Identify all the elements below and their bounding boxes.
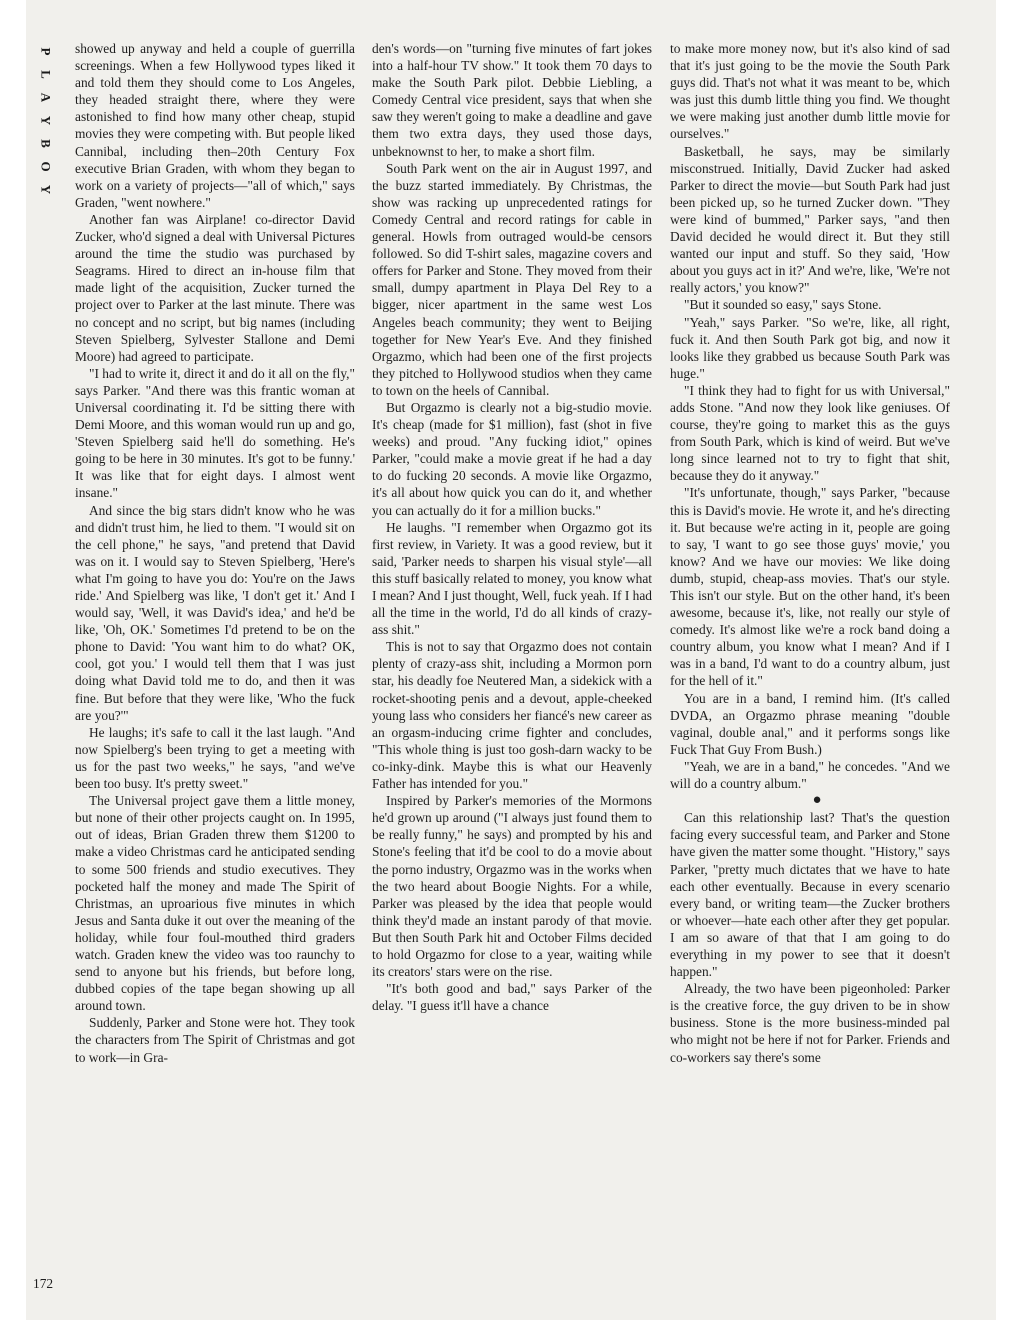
paragraph: But Orgazmo is clearly not a big-studio movie. It's cheap (made for $1 million), fast (shot in five weeks) and proud. "Any fucking idiot," opines Parker, "could make a movie great if he had a day to do fucking 20 seconds. A movie like Orgazmo, it's all about how quick you can do it, and whether you can actually do it for a million bucks." <box>372 399 652 518</box>
paragraph: showed up anyway and held a couple of guerrilla screenings. When a few Hollywood types liked it and told them they should come to Los Angeles, they headed straight there, where they were astonished to find how many other cheap, stupid movies they were competing with. But people liked Cannibal, including then–20th Century Fox executive Brian Graden, with whom they began to work on a variety of projects—"all of which," says Graden, "went nowhere." <box>75 41 355 210</box>
side-label-letter: Y <box>38 184 54 195</box>
column-3-lower <box>670 809 950 1065</box>
paragraph: "Yeah," says Parker. "So we're, like, all right, fuck it. And then South Park got big, and now it looks like they grabbed us because South Park was huge." <box>670 314 950 381</box>
playboy-side-label <box>36 40 56 201</box>
paragraph: This is not to say that Orgazmo does not contain plenty of crazy-ass shit, including a Mormon porn star, his deadly foe Neutered Man, a sidekick with a rocket-shooting penis and a devout, apple-cheeked young lass who considers her fiancé's new career as an orgasm-inducing crime fighter and concludes, "This whole thing is just too gosh-darn wacky to be co-inky-dink. Maybe this is what our Heavenly Father has intended for you." <box>372 639 652 792</box>
text-column-3 <box>670 40 950 1066</box>
paragraph: to make more money now, but it's also kind of sad that it's just going to be the movie the South Park guys did. That's not what it was meant to be, which was just this dumb little thing you find. We thought we were making just another dumb little movie for ourselves." <box>670 41 950 142</box>
side-label-letter: P <box>38 47 54 56</box>
section-break-bullet: ● <box>812 792 822 809</box>
paragraph: The Universal project gave them a little money, but none of their other projects caught on. In 1995, out of ideas, Brian Graden threw them $1200 to make a video Christmas card he anticipated sending to some 500 friends and studio executives. They pocketed half the money and made The Spirit of Christmas, an uproarious five minutes in which Jesus and Santa duke it out over the meaning of the holiday, while four foul-mouthed third graders watch. Graden knew the video was too raunchy to send to anyone but his friends, but before long, dubbed copies of the tape began showing up all around town. <box>75 793 355 1014</box>
paragraph: Already, the two have been pigeonholed: Parker is the creative force, the guy driven to be in show business. Stone is the more business-minded pal who might not be here if not for Parker. Friends and co-workers say there's some <box>670 981 950 1065</box>
paragraph: Basketball, he says, may be similarly misconstrued. Initially, David Zucker had asked Parker to direct the movie—but South Park had just been picked up, so he turned Zucker down. "They were kind of bummed," Parker says, "and then David decided he would direct it. But they still wanted our input and stuff. So they said, 'How about you guys act in it?' And we're, like, 'We're not really actors,' you know?" <box>670 143 950 296</box>
paragraph: He laughs; it's safe to call it the last laugh. "And now Spielberg's been trying to get a meeting with us for the past two weeks," he says, "and we've been too busy. It's pretty sweet." <box>75 724 355 792</box>
paragraph: "It's both good and bad," says Parker of the delay. "I guess it'll have a chance <box>372 981 652 1014</box>
side-label-letter: B <box>38 139 54 148</box>
paragraph: "Yeah, we are in a band," he concedes. "And we will do a country album." <box>670 758 950 792</box>
side-label-letter: Y <box>38 115 54 126</box>
paragraph: "I had to write it, direct it and do it all on the fly," says Parker. "And there was this frantic woman at Universal coordinating it. I'd be sitting there with Demi Moore, and this woman would run up and go, 'Steven Spielberg said he'll do something. He's going to be here in 30 minutes. It's got to be funny.' It was like that for eight days. I almost went insane." <box>75 365 355 501</box>
paragraph: "It's unfortunate, though," says Parker, "because this is David's movie. He wrote it, and he's directing it. But because we're acting in it, people are going to say, 'I want to go see those guys' movie,' you know? And we have our movies: We like doing dumb, stupid, cheap-ass movies. That's our style. This isn't our style. But on the other hand, it's been awesome, because it's, like, not really our style of comedy. It's almost like we're a rock band doing a country album, you know what I mean? And if I was in a band, I'd want to do a country album, just for the hell of it." <box>670 485 950 689</box>
paragraph: "I think they had to fight for us with Universal," adds Stone. "And now they look like geniuses. Of course, they're going to market this as the guys from South Park, which is kind of weird. But we've long since learned not to try to fight that shit, because they do it anyway." <box>670 382 950 484</box>
side-label-letter: L <box>38 70 54 79</box>
side-label-letter: O <box>38 161 54 172</box>
side-label-letter: A <box>38 92 54 103</box>
page-number: 172 <box>33 1276 54 1291</box>
paragraph: He laughs. "I remember when Orgazmo got its first review, in Variety. It was a good review, but it said, 'Parker needs to sharpen his visual style'—all this stuff basically related to money, you know what I mean? And I just thought, Well, fuck yeah. If I had all the time in the world, I'd do all kinds of crazy-ass shit." <box>372 519 652 638</box>
paragraph: Another fan was Airplane! co-director David Zucker, who'd signed a deal with Universal Pictures around the time the studio was purchased by Seagrams. Hired to direct an in-house film that made light of the acquisition, Zucker turned the project over to Parker at the last minute. There was no concept and no script, but big names (including Steven Spielberg, Sylvester Stallone and Demi Moore) had agreed to participate. <box>75 211 355 364</box>
paragraph: Can this relationship last? That's the question facing every successful team, and Parker and Stone have given the matter some thought. "History," says Parker, "pretty much dictates that we have to hate each other eventually. Because in every scenario every band, or writing team—the Zucker brothers or whoever—hate each other after they get popular. I am so aware of that that I am going to do everything in my power to see that it doesn't happen." <box>670 810 950 980</box>
paragraph: Suddenly, Parker and Stone were hot. They took the characters from The Spirit of Christmas and got to work—in Gra- <box>75 1015 355 1065</box>
paragraph: And since the big stars didn't know who he was and didn't trust him, he lied to them. "I would sit on the cell phone," he says, "and pretend that David was on it. I would say to Steven Spielberg, 'Here's what I'm going to have you do: You're on the Jaws ride.' And Spielberg was like, 'I don't get it.' And I would say, 'Well, it was David's idea,' and he'd be like, 'Oh, OK.' Sometimes I'd pretend to be on the phone to David: 'You want him to do what? OK, cool, got you.' I would tell them that I was just doing what David told me to do, and then it was fine. But before that they were like, 'Who the fuck are you?'" <box>75 502 355 723</box>
paragraph: You are in a band, I remind him. (It's called DVDA, an Orgazmo phrase meaning "double vaginal, double anal," and it performs songs like Fuck That Guy From Bush.) <box>670 690 950 757</box>
paragraph: South Park went on the air in August 1997, and the buzz started immediately. By Christmas, the show was racking up unprecedented ratings for Comedy Central and record ratings for cable in general. Howls from outraged would-be censors followed. So did T-shirt sales, magazine covers and offers for Parker and Stone. They moved from their small, dumpy apartment in Playa Del Rey to a bigger, nicer apartment in the same west Los Angeles beach community; they went to Beijing together for New Year's Eve. And they finished Orgazmo, which had been one of the first projects they pitched to Hollywood studios when they came to town on the heels of Cannibal. <box>372 160 652 398</box>
text-column-2 <box>372 40 652 1014</box>
text-column-1 <box>75 40 355 1066</box>
paragraph: Inspired by Parker's memories of the Mormons he'd grown up around ("I always just found them to be really funny," he says) and prompted by his and Stone's feeling that it'd be cool to do a movie about the porno industry, Orgazmo was in the works when the two heard about Boogie Nights. For a while, Parker was pleased by the idea that people would think they'd made an instant parody of that movie. But then South Park hit and October Films decided to hold Orgazmo for close to a year, waiting while its creators' stars were on the rise. <box>372 793 652 980</box>
paragraph: den's words—on "turning five minutes of fart jokes into a half-hour TV show." It took them 70 days to make the South Park pilot. Debbie Liebling, a Comedy Central vice president, says that when she saw they weren't going to make a deadline and gave them two extra days, they used those days, unbeknownst to her, to make a short film. <box>372 41 652 159</box>
column-3-upper <box>670 40 950 792</box>
paragraph: "But it sounded so easy," says Stone. <box>684 297 882 313</box>
